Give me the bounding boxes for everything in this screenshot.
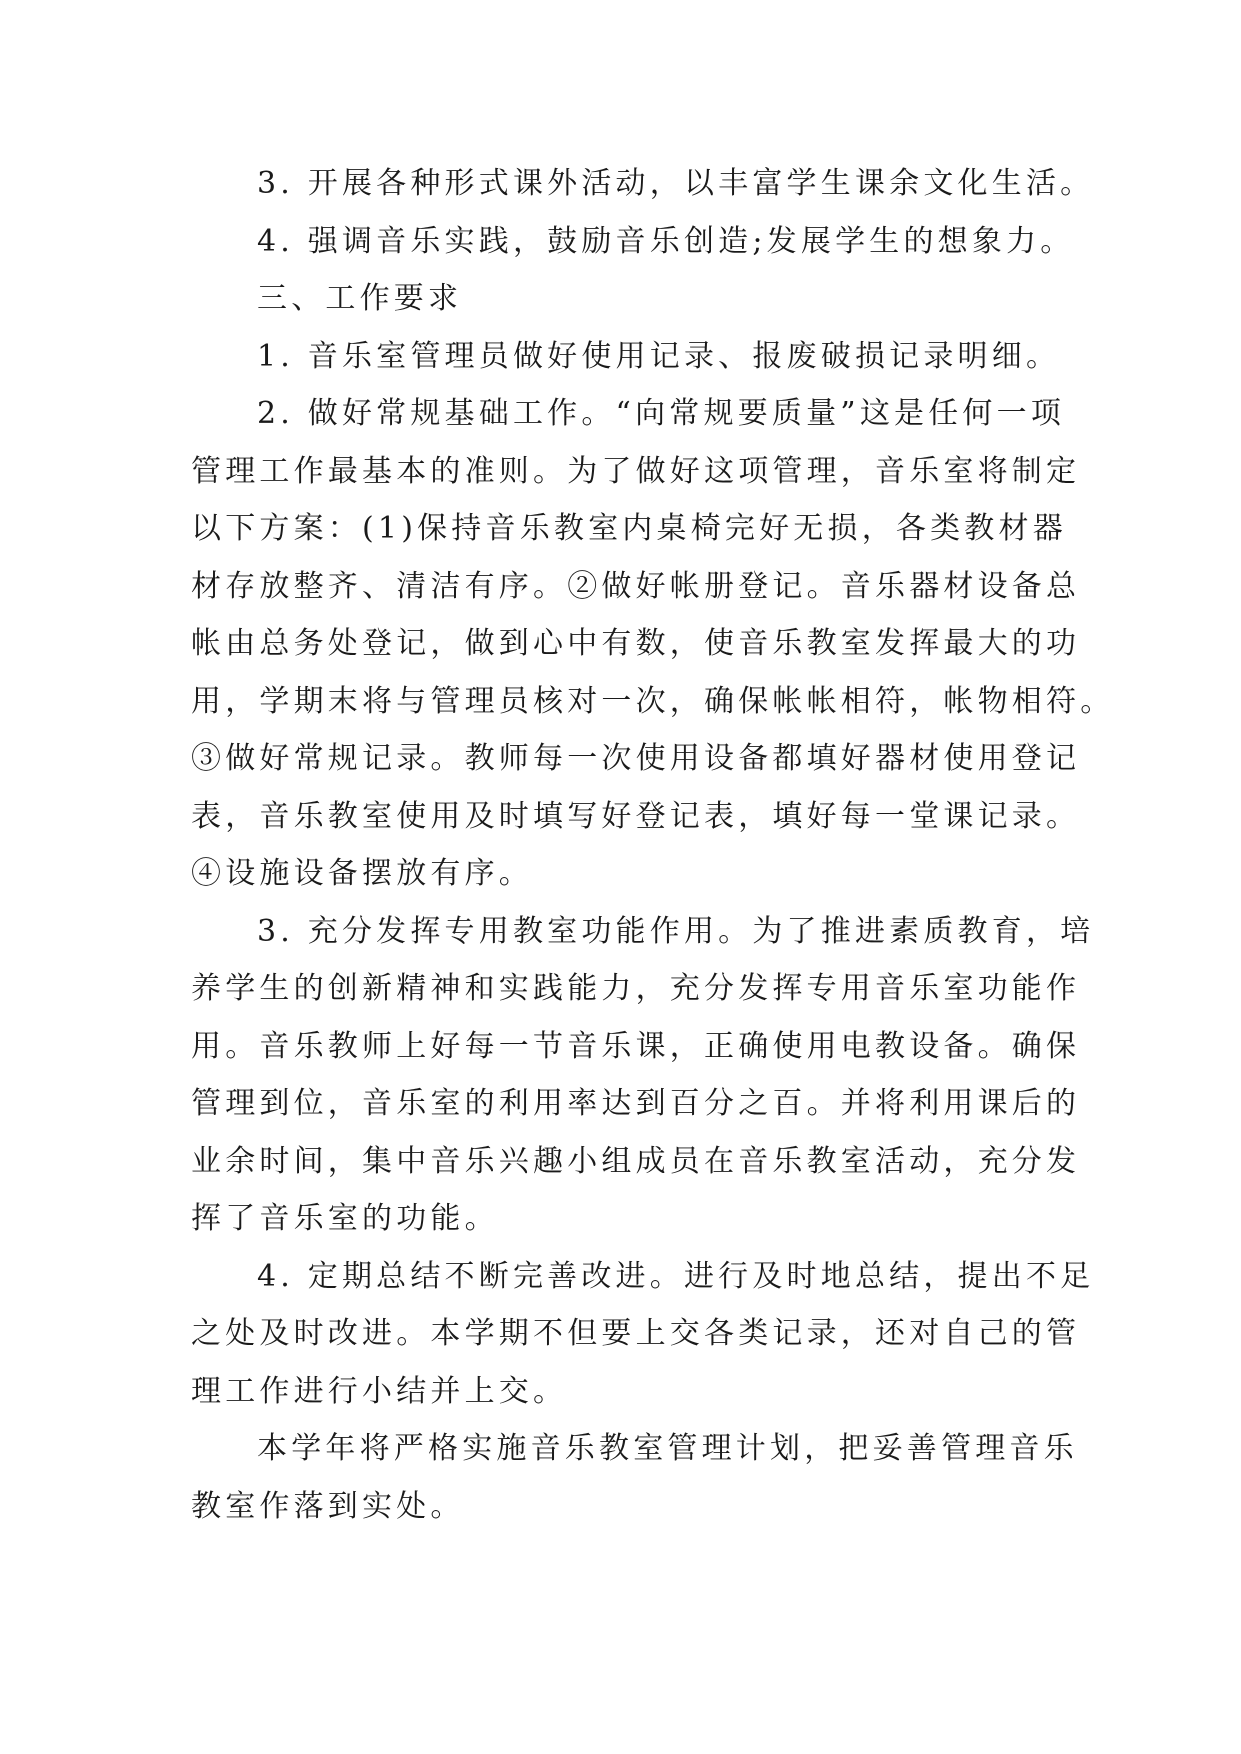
text-line: 4. 强调音乐实践，鼓励音乐创造;发展学生的想象力。 — [257, 223, 1075, 259]
text-line: ④设施设备摆放有序。 — [191, 856, 533, 891]
paragraph-requirement-4 — [191, 1248, 1095, 1421]
text-line: 教室作落到实处。 — [191, 1488, 465, 1524]
paragraph-item-4-practice — [191, 213, 1075, 271]
text-line: 用，学期末将与管理员核对一次，确保帐帐相符，帐物相符。 — [191, 683, 1115, 719]
paragraph-requirement-2 — [191, 385, 1115, 903]
text-line: 帐由总务处登记，做到心中有数，使音乐教室发挥最大的功 — [191, 626, 1081, 661]
text-line: 用。音乐教师上好每一节音乐课，正确使用电教设备。确保 — [191, 1028, 1081, 1064]
paragraph-requirement-3 — [191, 903, 1095, 1248]
text-line: 1. 音乐室管理员做好使用记录、报废破损记录明细。 — [257, 338, 1061, 374]
text-line: ③做好常规记录。教师每一次使用设备都填好器材使用登记 — [191, 741, 1081, 776]
text-line: 本学年将严格实施音乐教室管理计划，把妥善管理音乐 — [257, 1431, 1078, 1466]
section-heading-work-requirements — [191, 270, 1061, 328]
text-line: 业余时间，集中音乐兴趣小组成员在音乐教室活动，充分发 — [191, 1143, 1081, 1179]
paragraph-closing — [191, 1420, 1078, 1535]
text-line: 材存放整齐、清洁有序。②做好帐册登记。音乐器材设备总 — [191, 568, 1081, 604]
text-line: 之处及时改进。本学期不但要上交各类记录，还对自己的管 — [191, 1316, 1081, 1351]
text-line: 挥了音乐室的功能。 — [191, 1201, 499, 1236]
text-line: 3. 充分发挥专用教室功能作用。为了推进素质教育，培 — [257, 913, 1095, 949]
section-heading-text: 三、工作要求 — [257, 281, 463, 316]
text-line: 养学生的创新精神和实践能力，充分发挥专用音乐室功能作 — [191, 971, 1081, 1006]
text-line: 表，音乐教室使用及时填写好登记表，填好每一堂课记录。 — [191, 798, 1081, 834]
text-line: 2. 做好常规基础工作。“向常规要质量”这是任何一项 — [257, 396, 1066, 431]
paragraph-item-3-activities — [191, 155, 1095, 213]
document-body — [191, 155, 1115, 1535]
text-line: 管理到位，音乐室的利用率达到百分之百。并将利用课后的 — [191, 1086, 1081, 1121]
text-line: 以下方案：(1)保持音乐教室内桌椅完好无损，各类教材器 — [191, 511, 1067, 546]
text-line: 4. 定期总结不断完善改进。进行及时地总结，提出不足 — [257, 1258, 1095, 1294]
text-line: 理工作进行小结并上交。 — [191, 1373, 568, 1409]
text-line: 管理工作最基本的准则。为了做好这项管理，音乐室将制定 — [191, 453, 1081, 489]
text-line: 3. 开展各种形式课外活动，以丰富学生课余文化生活。 — [257, 166, 1095, 201]
paragraph-requirement-1 — [191, 328, 1061, 386]
